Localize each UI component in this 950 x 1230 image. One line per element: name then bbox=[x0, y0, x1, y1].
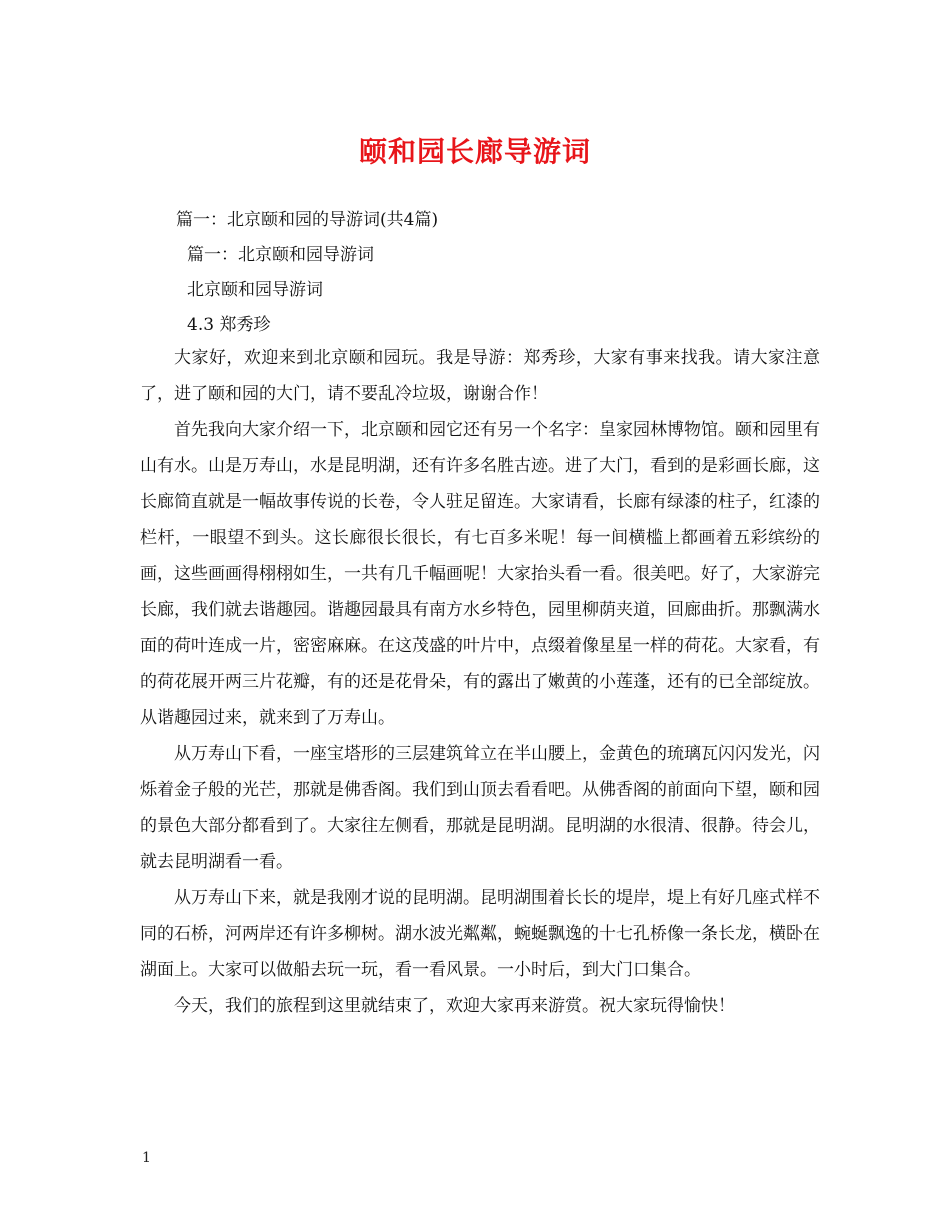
paragraph-kunming-lake: 从万寿山下来，就是我刚才说的昆明湖。昆明湖围着长长的堤岸，堤上有好几座式样不同的石桥，河两岸还有许多柳树。湖水波光粼粼，蜿蜒飘逸的十七孔桥像一条长龙，横卧在湖面上。大家可以做船去玩一玩，看一看风景。一小时后，到大门口集合。 bbox=[140, 888, 820, 980]
article-title: 北京颐和园导游词 bbox=[187, 280, 323, 300]
page-number: 1 bbox=[142, 1150, 151, 1166]
paragraph-long-corridor: 首先我向大家介绍一下，北京颐和园它还有另一个名字：皇家园林博物馆。颐和园里有山有水。山是万寿山，水是昆明湖，还有许多名胜古迹。进了大门，看到的是彩画长廊，这长廊简直就是一幅故事传说的长卷，令人驻足留连。大家请看，长廊有绿漆的柱子，红漆的栏杆，一眼望不到头。这长廊很长很长，有七百多米呢！每一间横槛上都画着五彩缤纷的画，这些画画得栩栩如生，一共有几千幅画呢！大家抬头看一看。很美吧。好了，大家游完长廊，我们就去谐趣园。谐趣园最具有南方水乡特色，园里柳荫夹道，回廊曲折。那飘满水面的荷叶连成一片，密密麻麻。在这茂盛的叶片中，点缀着像星星一样的荷花。大家看，有的荷花展开两三片花瓣，有的还是花骨朵，有的露出了嫩黄的小莲蓬，还有的已全部绽放。从谐趣园过来，就来到了万寿山。 bbox=[140, 420, 820, 728]
chapter-heading: 篇一：北京颐和园的导游词(共4篇) bbox=[176, 210, 439, 230]
paragraph-longevity-hill: 从万寿山下看，一座宝塔形的三层建筑耸立在半山腰上，金黄色的琉璃瓦闪闪发光，闪烁着金子般的光芒，那就是佛香阁。我们到山顶去看看吧。从佛香阁的前面向下望，颐和园的景色大部分都看到了。大家往左侧看，那就是昆明湖。昆明湖的水很清、很静。待会儿，就去昆明湖看一看。 bbox=[140, 744, 820, 872]
paragraph-closing: 今天，我们的旅程到这里就结束了，欢迎大家再来游赏。祝大家玩得愉快！ bbox=[174, 996, 735, 1016]
document-title: 颐和园长廊导游词 bbox=[358, 135, 591, 168]
section-heading: 篇一：北京颐和园导游词 bbox=[187, 245, 374, 265]
paragraph-greeting: 大家好，欢迎来到北京颐和园玩。我是导游：郑秀珍，大家有事来找我。请大家注意了，进了颐和园的大门，请不要乱冷垃圾，谢谢合作！ bbox=[140, 348, 820, 404]
author-line: 4.3 郑秀珍 bbox=[187, 315, 271, 335]
article-body bbox=[140, 340, 820, 1024]
